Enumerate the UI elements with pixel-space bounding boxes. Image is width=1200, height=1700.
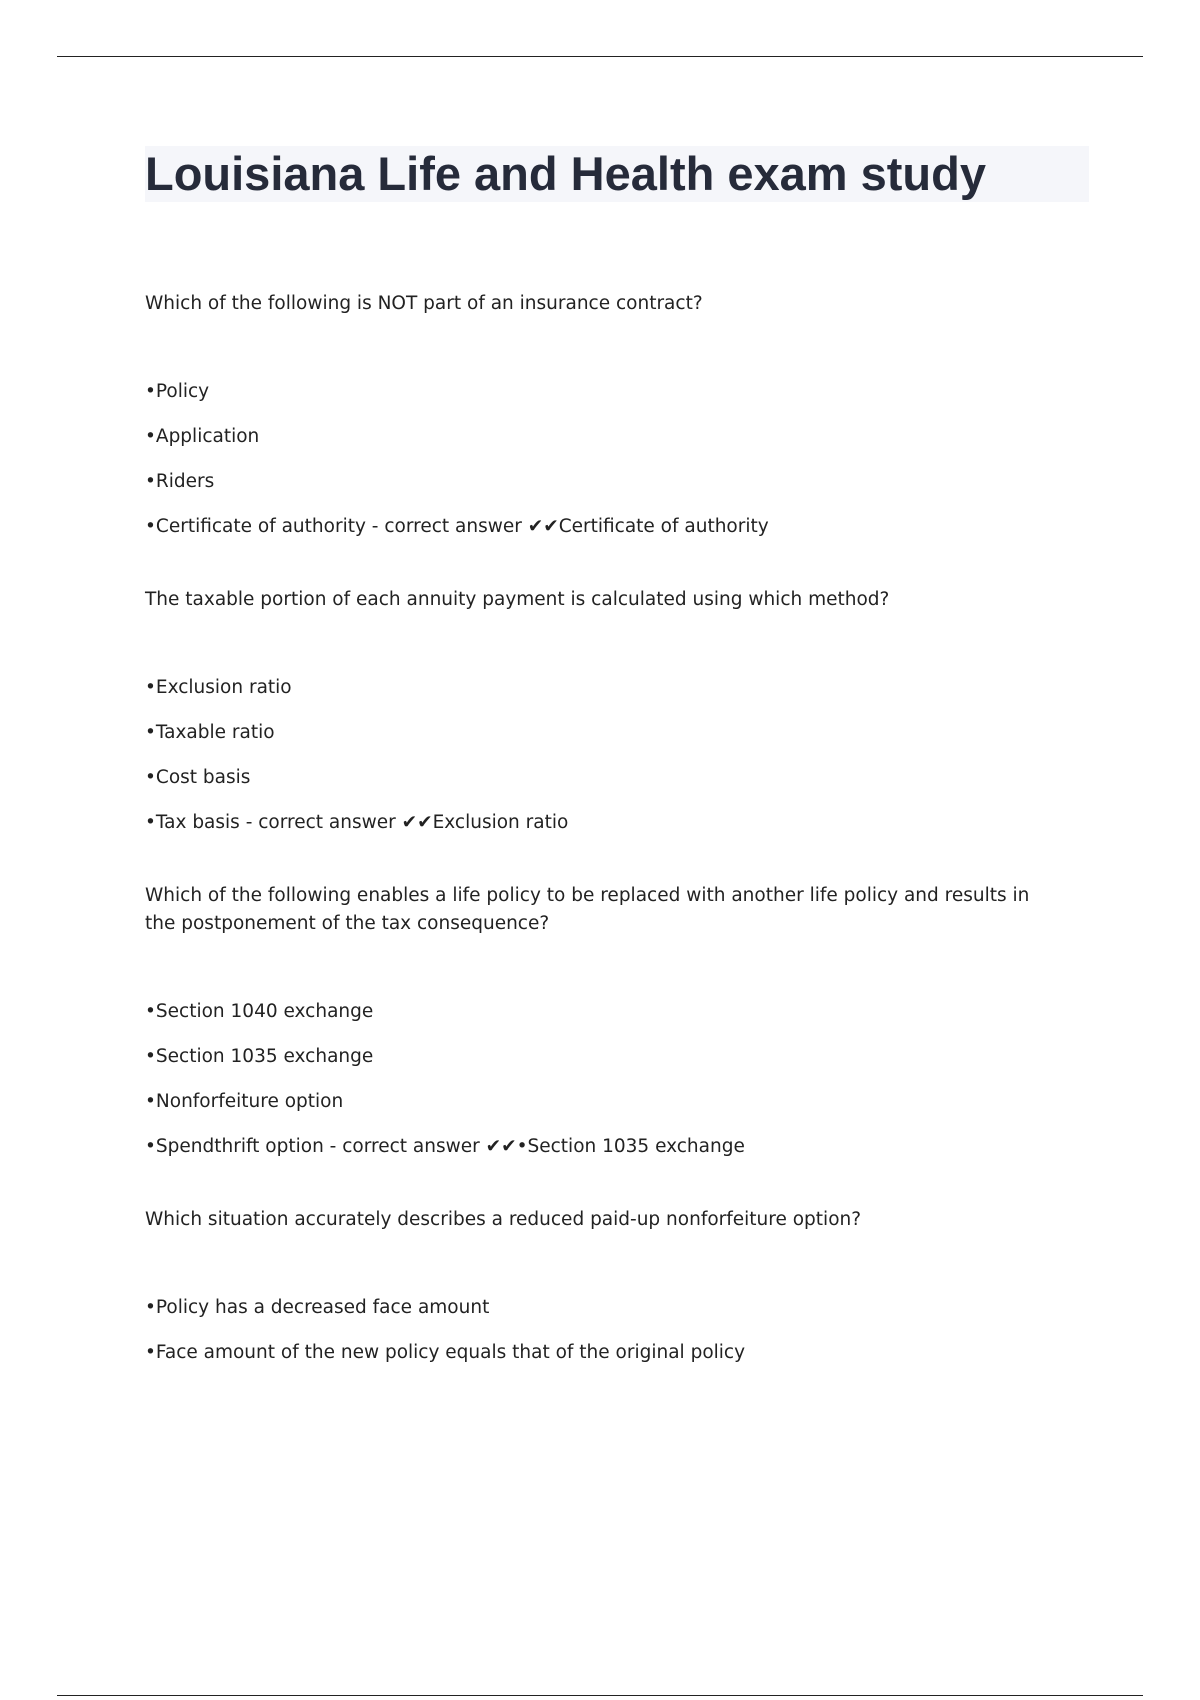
answer-option: •Application: [145, 426, 260, 447]
answer-option-with-correct-answer: •Certificate of authority - correct answer ✔✔Certificate of authority: [145, 516, 769, 537]
question-text: Which of the following is NOT part of an insurance contract?: [145, 293, 703, 314]
bottom-rule: [57, 1695, 1143, 1696]
question-text: The taxable portion of each annuity payment is calculated using which method?: [145, 589, 890, 610]
answer-option: •Taxable ratio: [145, 722, 275, 743]
top-rule: [57, 56, 1143, 57]
answer-option: •Riders: [145, 471, 215, 492]
answer-option-with-correct-answer: •Tax basis - correct answer ✔✔Exclusion ratio: [145, 812, 569, 833]
answer-option: •Nonforfeiture option: [145, 1091, 344, 1112]
answer-option: •Section 1040 exchange: [145, 1001, 374, 1022]
answer-options: [145, 998, 1065, 1161]
answer-option: •Section 1035 exchange: [145, 1046, 374, 1067]
answer-options: [145, 674, 1065, 837]
question-text: Which situation accurately describes a reduced paid-up nonforfeiture option?: [145, 1209, 862, 1230]
question-text: Which of the following enables a life policy to be replaced with another life policy and results in the postponement of the tax consequence?: [145, 885, 1030, 934]
question-block-4: [145, 1206, 1065, 1367]
answer-option: •Cost basis: [145, 767, 251, 788]
answer-option: •Exclusion ratio: [145, 677, 292, 698]
answer-option: •Policy: [145, 381, 210, 402]
answer-options: [145, 1294, 1065, 1367]
document-body: [145, 290, 1065, 1412]
question-block-2: [145, 586, 1065, 837]
answer-option: •Policy has a decreased face amount: [145, 1297, 490, 1318]
answer-options: [145, 378, 1065, 541]
question-block-1: [145, 290, 1065, 541]
answer-option: •Face amount of the new policy equals that of the original policy: [145, 1342, 746, 1363]
answer-option-with-correct-answer: •Spendthrift option - correct answer ✔✔•Section 1035 exchange: [145, 1136, 745, 1157]
question-block-3: [145, 882, 1065, 1161]
document-title: Louisiana Life and Health exam study: [145, 147, 986, 200]
